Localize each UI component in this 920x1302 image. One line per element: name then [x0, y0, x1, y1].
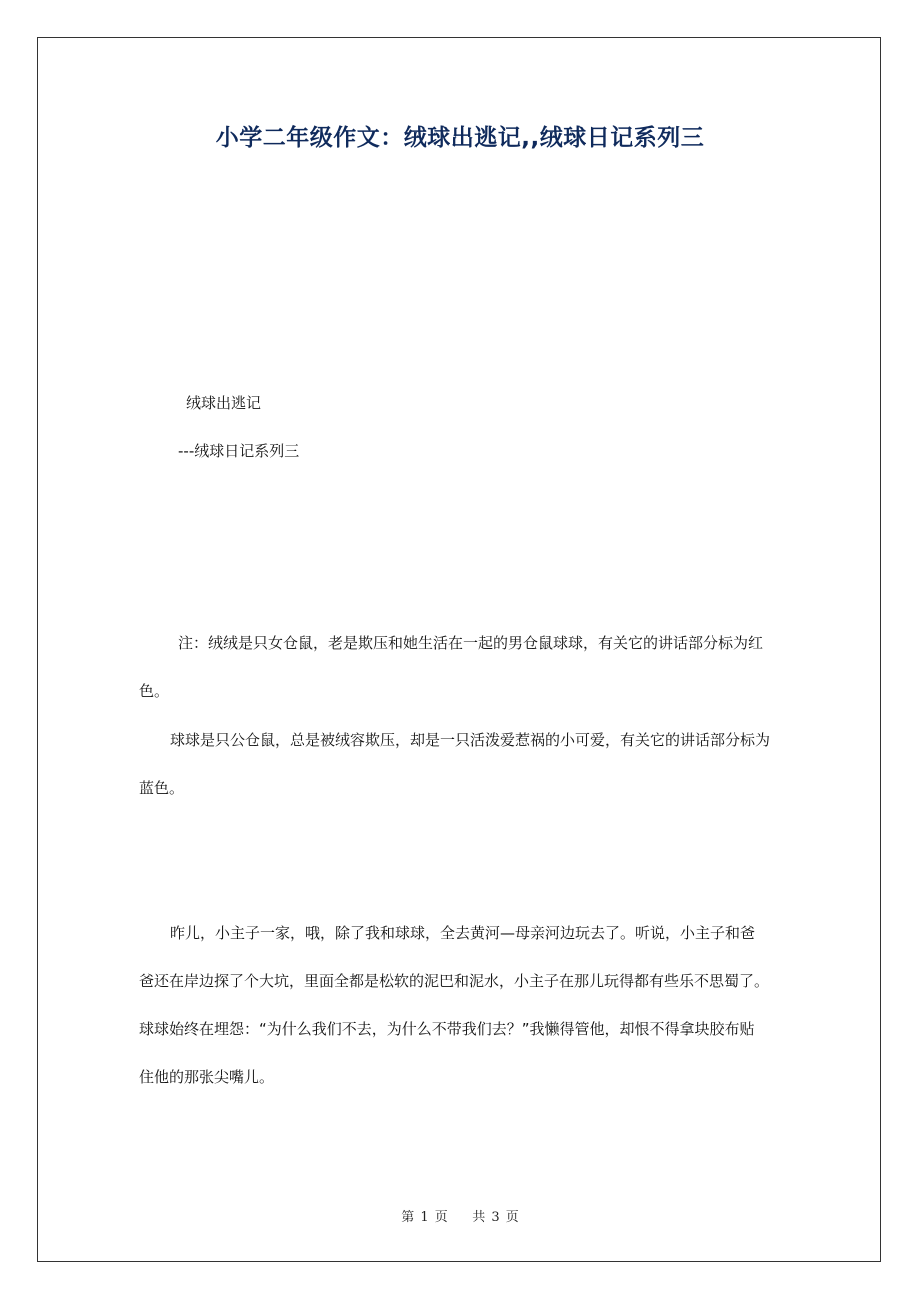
page-footer	[0, 1206, 920, 1225]
paragraph-3-line-3: 球球始终在埋怨：“为什么我们不去，为什么不带我们去？”我懒得管他，却恨不得拿块胶布贴	[139, 1020, 755, 1038]
paragraph-1-line-2: 色。	[139, 682, 170, 700]
subtitle-story-name: 绒球出逃记	[186, 394, 262, 412]
paragraph-1-line-1: 注：绒绒是只女仓鼠，老是欺压和她生活在一起的男仓鼠球球，有关它的讲话部分标为红	[178, 634, 764, 652]
subtitle-series: ---绒球日记系列三	[178, 442, 300, 460]
paragraph-2-line-1: 球球是只公仓鼠，总是被绒容欺压，却是一只活泼爱惹祸的小可爱，有关它的讲话部分标为	[170, 731, 771, 749]
page-number: 第 1 页	[401, 1210, 448, 1225]
document-title: 小学二年级作文：绒球出逃记,,绒球日记系列三	[215, 125, 705, 151]
page-total: 共 3 页	[472, 1210, 519, 1225]
paragraph-3-line-2: 爸还在岸边探了个大坑，里面全都是松软的泥巴和泥水，小主子在那儿玩得都有些乐不思蜀了。	[139, 972, 770, 990]
paragraph-2-line-2: 蓝色。	[139, 779, 185, 797]
paragraph-3-line-4: 住他的那张尖嘴儿。	[139, 1068, 275, 1086]
paragraph-3-line-1: 昨儿，小主子一家，哦，除了我和球球，全去黄河—母亲河边玩去了。听说，小主子和爸	[170, 924, 756, 942]
